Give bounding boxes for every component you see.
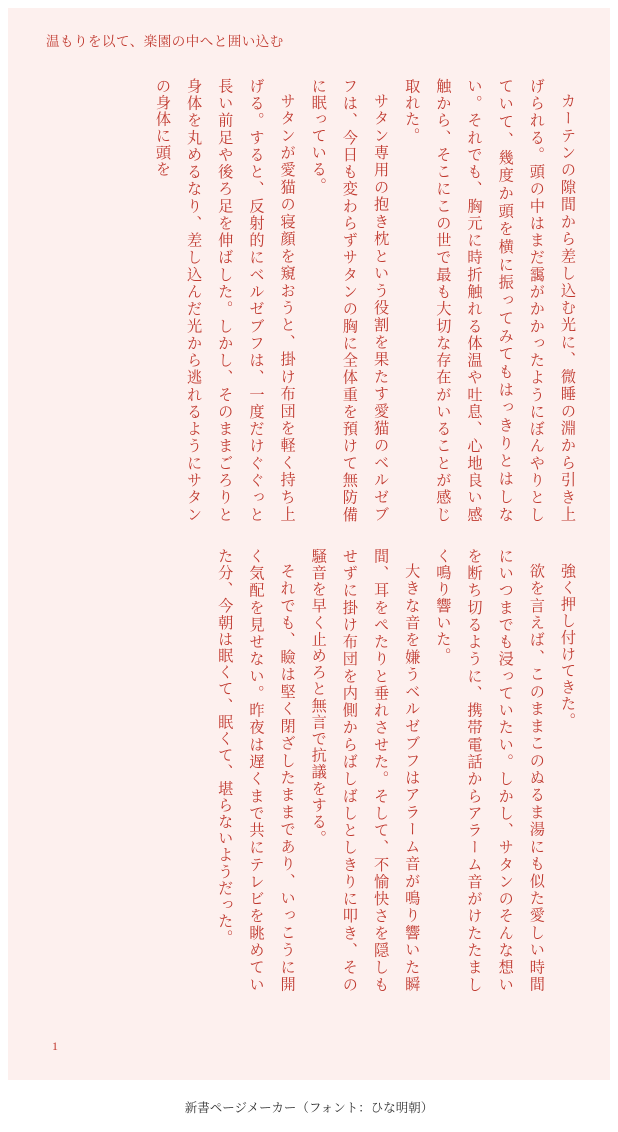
paragraph: 欲を言えば、このままこのぬるま湯にも似た愛しい時間にいつまでも浸っていたい。しかし、サタンのそんな想いを断ち切るように、携帯電話からアラーム音がけたたましく鳴り響いた。 bbox=[434, 548, 546, 993]
body-text-upper bbox=[153, 78, 583, 523]
page-number: 1 bbox=[52, 1039, 58, 1053]
paragraph: サタン専用の抱き枕という役割を果たす愛猫のベルゼブフは、今日も変わらずサタンの胸に全体重を預けて無防備に眠っている。 bbox=[309, 78, 391, 523]
paragraph: それでも、瞼は堅く閉ざしたままであり、いっこうに開く気配を見せない。昨夜は遅くまで共にテレビを眺めていた分、今朝は眠くて、眠くて、堪らないようだった。 bbox=[216, 548, 297, 993]
paragraph: 大きな音を嫌うベルゼブフはアラーム音が鳴り響いた瞬間、耳をぺたりと垂れさせた。そして、不愉快さを隠しもせずに掛け布団を内側からばしばしとしきりに叩き、その騒音を早く止めろと無言で抗議をする。 bbox=[309, 548, 422, 993]
paragraph: サタンが愛猫の寝顔を窺おうと、掛け布団を軽く持ち上げる。すると、反射的にベルゼブフは、一度だけぐぐっと長い前足や後ろ足を伸ばした。しかし、そのままごろりと身体を丸めるなり、差し込んだ光から逃れるようにサタンの身体に頭を bbox=[153, 78, 297, 523]
footer-caption: 新書ページメーカー（フォント：ひな明朝） bbox=[184, 1100, 434, 1115]
body-text-lower bbox=[216, 548, 583, 993]
paragraph: 強く押し付けてきた。 bbox=[559, 563, 577, 730]
paragraph: カーテンの隙間から差し込む光に、微睡の淵から引き上げられる。頭の中はまだ靄がかかったようにぼんやりとしていて、幾度か頭を横に振ってみてもはっきりとはしない。それでも、胸元に時折触れる体温や吐息、心地良い感触から、そこにこの世で最も大切な存在がいることが感じ取れた。 bbox=[403, 78, 577, 523]
page-title: 温もりを以て、楽園の中へと囲い込む bbox=[46, 34, 284, 50]
